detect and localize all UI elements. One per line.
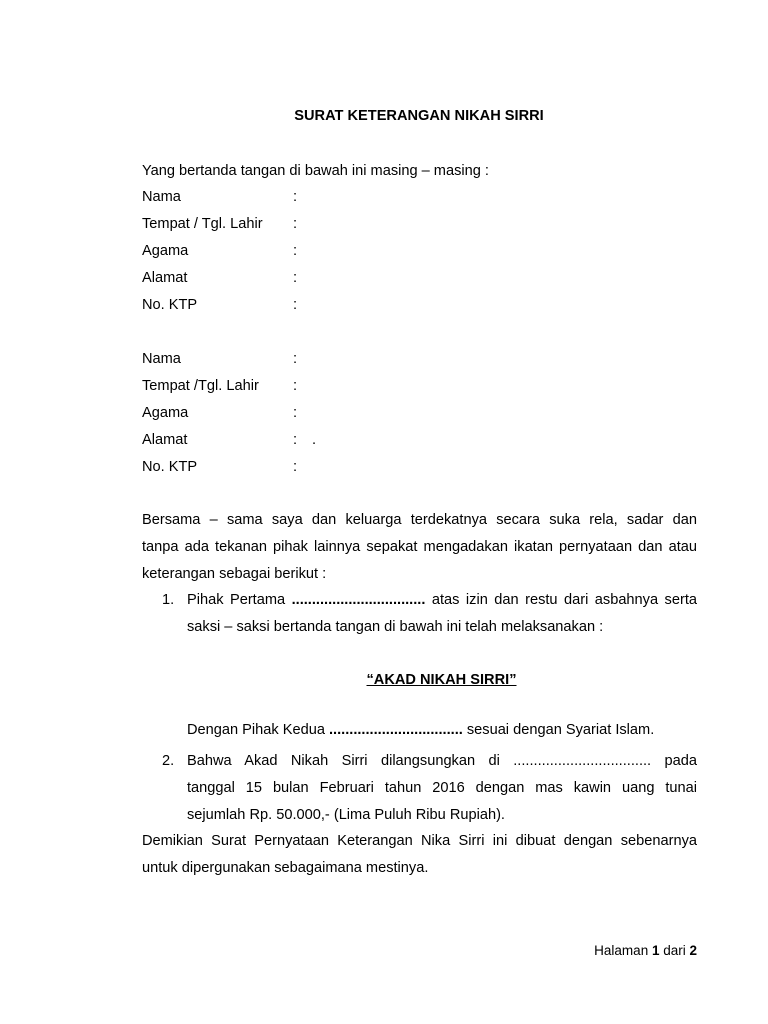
kedua-suffix: sesuai dengan Syariat Islam. bbox=[462, 722, 655, 738]
field-label: Tempat / Tgl. Lahir bbox=[142, 216, 263, 232]
field-colon: : bbox=[293, 459, 298, 475]
field-colon: : bbox=[293, 243, 298, 259]
field-label: No. KTP bbox=[142, 297, 198, 313]
field-colon: : bbox=[293, 378, 298, 394]
paragraph-line: Bersama – sama saya dan keluarga terdekatnya secara suka rela, sadar dan bbox=[142, 512, 697, 528]
list-text: atas izin dan restu dari asbahnya serta bbox=[425, 592, 697, 608]
list-number: 1. bbox=[162, 592, 175, 608]
list-line: tanggal 15 bulan Februari tahun 2016 dengan mas kawin uang tunai bbox=[187, 780, 697, 796]
document-title: SURAT KETERANGAN NIKAH SIRRI bbox=[294, 108, 544, 124]
pihak-kedua-label: Dengan Pihak Kedua bbox=[187, 722, 329, 738]
field-label: Tempat /Tgl. Lahir bbox=[142, 378, 259, 394]
opening-paragraph bbox=[142, 507, 697, 588]
pihak-pertama-label: Pihak Pertama bbox=[187, 592, 292, 608]
blank-dots: ................................. bbox=[291, 592, 426, 608]
list-line bbox=[187, 587, 697, 614]
list-line: Bahwa Akad Nikah Sirri dilangsungkan di .................................. pada bbox=[187, 753, 697, 769]
list-line: saksi – saksi bertanda tangan di bawah ini telah melaksanakan : bbox=[187, 619, 604, 635]
field-label: No. KTP bbox=[142, 459, 198, 475]
field-colon: : bbox=[293, 432, 298, 448]
list-body bbox=[187, 748, 697, 829]
paragraph-line: tanpa ada tekanan pihak lainnya sepakat mengadakan ikatan pernyataan dan atau bbox=[142, 539, 697, 555]
pihak-kedua-line bbox=[187, 722, 654, 738]
paragraph-line: keterangan sebagai berikut : bbox=[142, 566, 327, 582]
field-label: Nama bbox=[142, 351, 181, 367]
field-colon: : bbox=[293, 270, 298, 286]
field-colon: : bbox=[293, 405, 298, 421]
total-page-number: 2 bbox=[689, 943, 697, 958]
field-value: . bbox=[312, 432, 317, 448]
blank-dots: ................................. bbox=[329, 722, 463, 738]
paragraph-line: Demikian Surat Pernyataan Keterangan Nika Sirri ini dibuat dengan sebenarnya bbox=[142, 833, 697, 849]
closing-paragraph bbox=[142, 828, 697, 882]
field-colon: : bbox=[293, 216, 298, 232]
field-label: Alamat bbox=[142, 270, 188, 286]
page-number-footer bbox=[594, 943, 697, 958]
footer-text: dari bbox=[659, 943, 690, 958]
intro-text: Yang bertanda tangan di bawah ini masing – masing : bbox=[142, 163, 489, 179]
field-colon: : bbox=[293, 297, 298, 313]
footer-text: Halaman bbox=[594, 943, 652, 958]
field-label: Nama bbox=[142, 189, 181, 205]
list-body bbox=[187, 587, 697, 641]
paragraph-line: untuk dipergunakan sebagaimana mestinya. bbox=[142, 860, 429, 876]
akad-heading: “AKAD NIKAH SIRRI” bbox=[366, 672, 517, 688]
field-label: Alamat bbox=[142, 432, 188, 448]
current-page-number: 1 bbox=[651, 943, 660, 958]
field-label: Agama bbox=[142, 243, 189, 259]
field-colon: : bbox=[293, 351, 298, 367]
field-colon: : bbox=[293, 189, 298, 205]
field-label: Agama bbox=[142, 405, 189, 421]
list-line: sejumlah Rp. 50.000,- (Lima Puluh Ribu Rupiah). bbox=[187, 807, 505, 823]
list-number: 2. bbox=[162, 753, 175, 769]
